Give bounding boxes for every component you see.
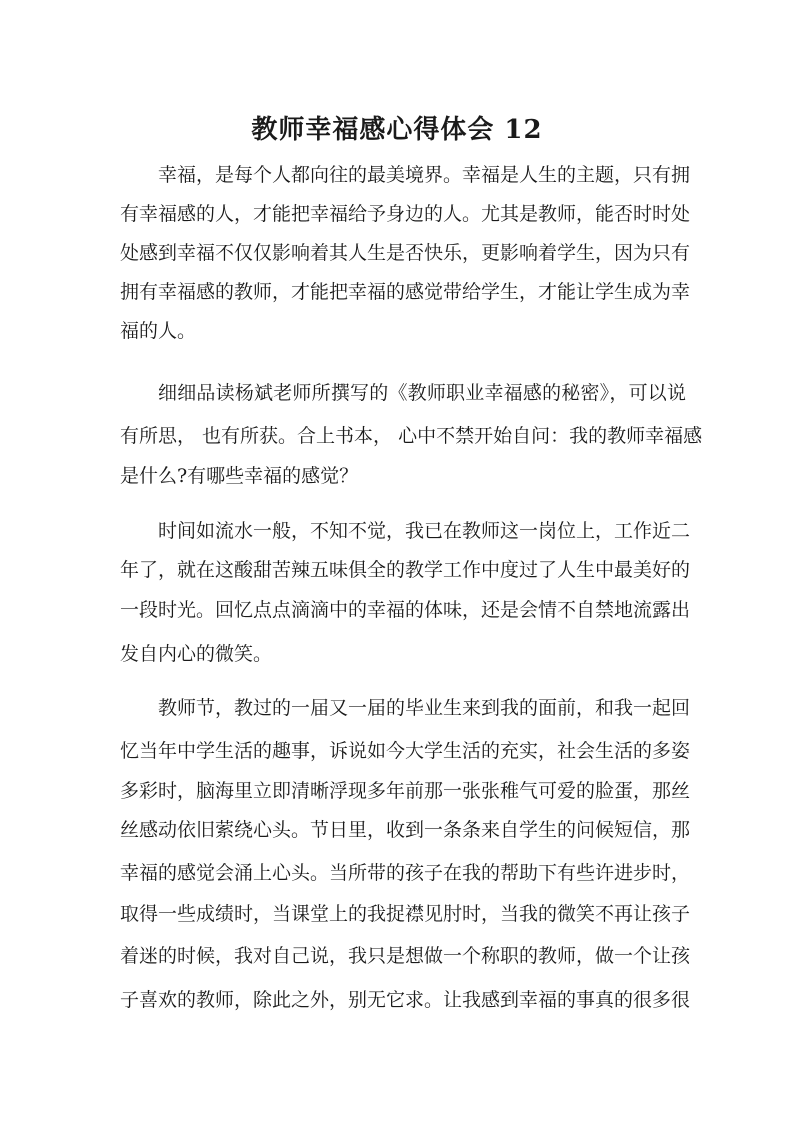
paragraph-4-line-7: 着迷的时候，我对自己说，我只是想做一个称职的教师，做一个让孩 [120,945,691,967]
paragraph-3-line-3: 一段时光。回忆点点滴滴中的幸福的体味，还是会情不自禁地流露出 [120,599,691,621]
paragraph-2-line-3: 是什么?有哪些幸福的感觉？ [120,465,359,487]
paragraph-4-line-1: 教师节，教过的一届又一届的毕业生来到我的面前，和我一起回 [158,697,691,719]
paragraph-1-line-5: 福的人。 [120,320,197,342]
paragraph-4-line-2: 忆当年中学生活的趣事，诉说如今大学生活的充实，社会生活的多姿 [120,740,691,762]
paragraph-4-line-6: 取得一些成绩时，当课堂上的我捉襟见肘时，当我的微笑不再让孩子 [120,903,691,925]
paragraph-3-line-4: 发自内心的微笑。 [120,643,273,665]
paragraph-1-line-3: 处感到幸福不仅仅影响着其人生是否快乐，更影响着学生，因为只有 [120,242,691,264]
paragraph-2-line-1: 细细品读杨斌老师所撰写的《教师职业幸福感的秘密》，可以说 [158,382,686,404]
paragraph-2-line-2: 有所思， 也有所获。合上书本， 心中不禁开始自问：我的教师幸福感 [120,425,703,447]
paragraph-3-line-1: 时间如流水一般，不知不觉，我已在教师这一岗位上，工作近二 [158,520,691,542]
paragraph-1-line-1: 幸福，是每个人都向往的最美境界。幸福是人生的主题，只有拥 [158,164,691,186]
paragraph-4-line-3: 多彩时，脑海里立即清晰浮现多年前那一张张稚气可爱的脸蛋，那丝 [120,780,691,802]
paragraph-3-line-2: 年了，就在这酸甜苦辣五味俱全的教学工作中度过了人生中最美好的 [120,559,691,581]
paragraph-1-line-2: 有幸福感的人，才能把幸福给予身边的人。尤其是教师，能否时时处 [120,203,691,225]
paragraph-4-line-4: 丝感动依旧萦绕心头。节日里，收到一条条来自学生的问候短信，那 [120,819,691,841]
paragraph-4-line-5: 幸福的感觉会涌上心头。当所带的孩子在我的帮助下有些许进步时， [120,862,691,884]
paragraph-4-line-8: 子喜欢的教师，除此之外，别无它求。让我感到幸福的事真的很多很 [120,989,691,1011]
document-title: 教师幸福感心得体会 12 [251,115,543,145]
paragraph-1-line-4: 拥有幸福感的教师，才能把幸福的感觉带给学生，才能让学生成为幸 [120,281,691,303]
